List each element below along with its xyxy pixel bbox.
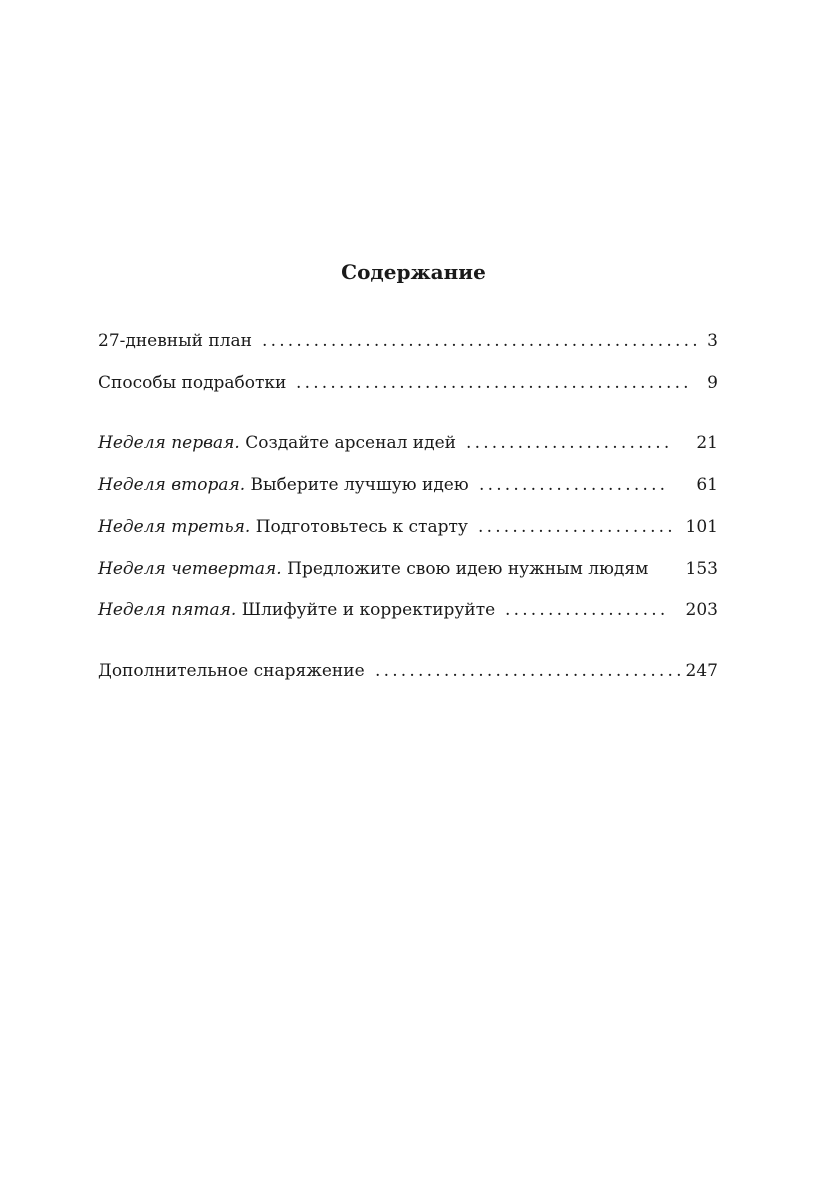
- dot-leader: .......................: [478, 517, 676, 537]
- toc-entry-title: [98, 514, 468, 540]
- toc-entry: [98, 658, 718, 684]
- dot-leader: ...................: [505, 600, 669, 620]
- toc-entry: [98, 514, 718, 540]
- toc-entry: [98, 370, 718, 396]
- toc-entry-label: 27-дневный план: [98, 331, 252, 351]
- toc-entry-week: Неделя пятая.: [98, 600, 237, 620]
- toc-page-number: 247: [685, 661, 718, 681]
- page-title: Содержание: [341, 260, 486, 284]
- dot-leader: ......................: [479, 475, 669, 495]
- toc-entry-title: [98, 597, 495, 623]
- toc-entry: [98, 556, 718, 582]
- toc-entry: [98, 328, 718, 354]
- dot-leader: ....................................: [375, 661, 685, 681]
- toc-entry-title: [98, 430, 456, 456]
- toc-entry-label: Выберите лучшую идею: [245, 475, 469, 495]
- toc-entry: [98, 597, 718, 623]
- toc-entry-title: [98, 472, 469, 498]
- dot-leader: ...................................................: [262, 331, 701, 351]
- toc-page-number: 9: [707, 373, 718, 393]
- toc-entry-week: Неделя вторая.: [98, 475, 246, 495]
- toc-entry-label: Подготовьтесь к старту: [250, 517, 468, 537]
- toc-entry-label: Способы подработки: [98, 373, 287, 393]
- toc-entry-title: [98, 556, 648, 582]
- toc-page-number: 3: [707, 331, 718, 351]
- toc-page-number: 153: [685, 559, 718, 579]
- toc-entry-week: Неделя третья.: [98, 517, 251, 537]
- toc-entry-week: Неделя четвертая.: [98, 559, 282, 579]
- toc-entry-label: Предложите свою идею нужным людям: [281, 559, 649, 579]
- dot-leader: ........................: [466, 433, 673, 453]
- toc-entry: [98, 430, 718, 456]
- toc-entry-label: Создайте арсенал идей: [239, 433, 456, 453]
- toc-entry-week: Неделя первая.: [98, 433, 240, 453]
- toc-page-number: 203: [685, 600, 718, 620]
- toc-page-number: 21: [696, 433, 718, 453]
- toc-entry-title: [98, 328, 252, 354]
- toc-page-number: 101: [685, 517, 718, 537]
- toc-entry-label: Дополнительное снаряжение: [98, 661, 365, 681]
- toc-entry-label: Шлифуйте и корректируйте: [236, 600, 496, 620]
- dot-leader: ..............................................: [296, 373, 692, 393]
- toc-entry-title: [98, 370, 286, 396]
- toc-page-number: 61: [696, 475, 718, 495]
- toc-entry-title: [98, 658, 365, 684]
- toc-entry: [98, 472, 718, 498]
